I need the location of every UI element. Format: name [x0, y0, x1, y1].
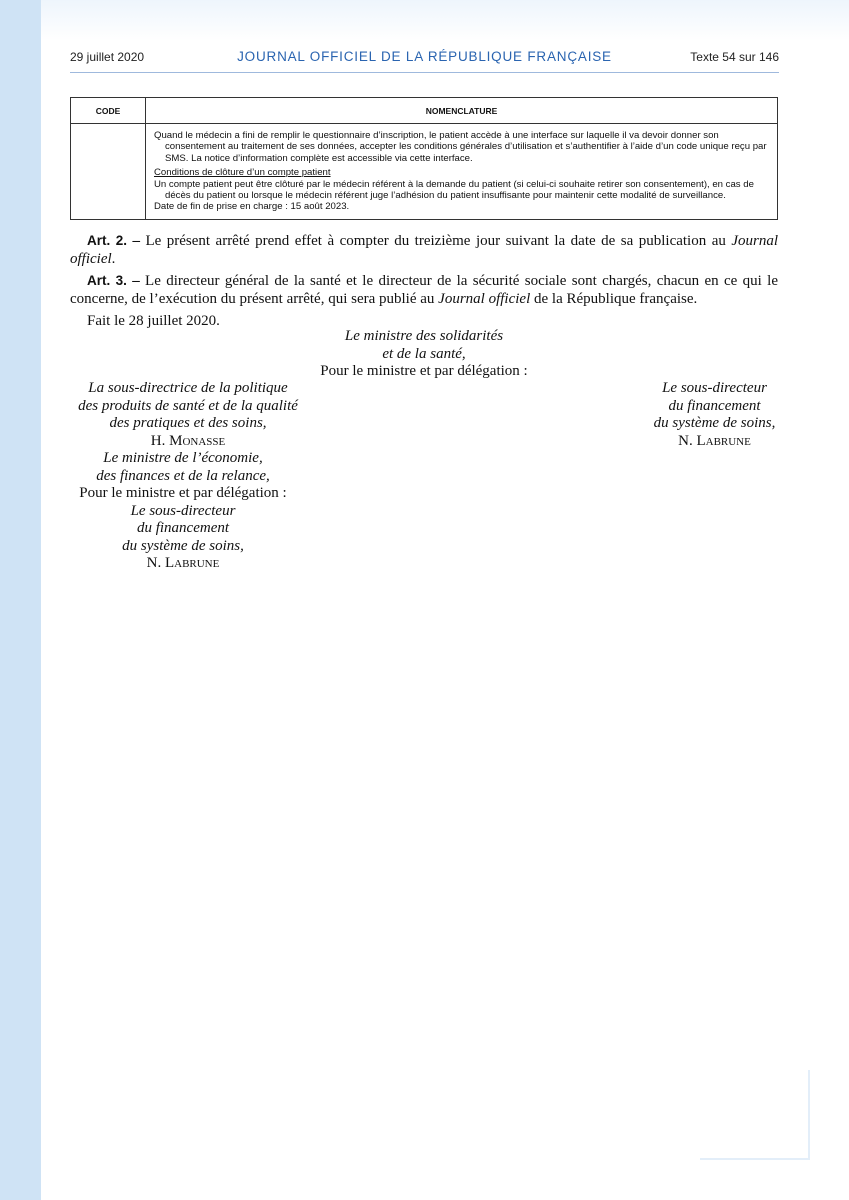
nomenclature-cell — [146, 124, 778, 220]
article-2: Art. 2. – Le présent arrêté prend effet à compter du treizième jour suivant la date de sa publication au Journal officiel. — [70, 233, 779, 267]
column-header-nomenclature: NOMENCLATURE — [146, 98, 778, 124]
page-corner-mark — [700, 1158, 810, 1160]
article-2-label: Art. 2. — [87, 233, 127, 248]
page-corner-mark — [808, 1070, 810, 1160]
page-header — [70, 49, 779, 71]
signatory-name: H. Monasse — [150, 432, 226, 449]
consent-paragraph: Quand le médecin a fini de remplir le questionnaire d’inscription, le patient accède à une interface sur laquelle il va devoir donner son consentement au traitement de ses données, accepter les conditions générales d’utilisation et s’authentifier à l’aide d’un code unique reçu par SMS. La notice d’information complète est accessible via cette interface. — [154, 130, 767, 164]
journal-title: JOURNAL OFFICIEL DE LA RÉPUBLIQUE FRANÇAISE — [237, 49, 612, 64]
signature-minister-health: Le ministre des solidarités et de la santé, Pour le ministre et par délégation : — [320, 328, 528, 379]
signature-sous-directeur-right: Le sous-directeur du financement du système de soins, N. Labrune — [620, 380, 809, 450]
top-margin-band — [41, 0, 849, 41]
article-3-label: Art. 3. — [87, 273, 127, 288]
header-date: 29 juillet 2020 — [70, 50, 145, 64]
left-margin-band — [0, 0, 41, 1200]
code-cell — [71, 124, 146, 220]
page-number: Texte 54 sur 146 — [690, 50, 779, 64]
article-3: Art. 3. – Le directeur général de la santé et le directeur de la sécurité sociale sont chargés, chacun en ce qui le concerne, de l’exécution du présent arrêté, qui sera publié au Journal officiel de la République française. — [70, 273, 779, 307]
closure-paragraph: Un compte patient peut être clôturé par le médecin référent à la demande du patient (si celui-ci souhaite retirer son consentement), en cas de décès du patient ou lorsque le médecin référent juge l’adhésion du patient insuffisante pour maintenir cette modalité de surveillance. — [154, 178, 754, 202]
signature-sous-directrice: La sous-directrice de la politique des produits de santé et de la qualité des pratiques et des soins, H. Monasse — [50, 380, 326, 450]
signatory-name: N. Labrune — [678, 432, 751, 449]
closure-subheading: Conditions de clôture d’un compte patient — [154, 167, 331, 179]
header-divider — [70, 72, 779, 73]
fait-le-date: Fait le 28 juillet 2020. — [87, 313, 220, 329]
table-row — [71, 124, 778, 220]
signatory-name: N. Labrune — [146, 555, 220, 571]
column-header-code: CODE — [71, 98, 146, 124]
nomenclature-table — [70, 97, 778, 220]
table-header-row — [71, 98, 778, 124]
end-date-paragraph: Date de fin de prise en charge : 15 août 2023. — [154, 201, 350, 213]
signature-minister-economy: Le ministre de l’économie, des finances et de la relance, Pour le ministre et par délégation : Le sous-directeur du financement du système de soins, N. Labrune — [40, 450, 326, 573]
articles-section — [70, 232, 778, 334]
